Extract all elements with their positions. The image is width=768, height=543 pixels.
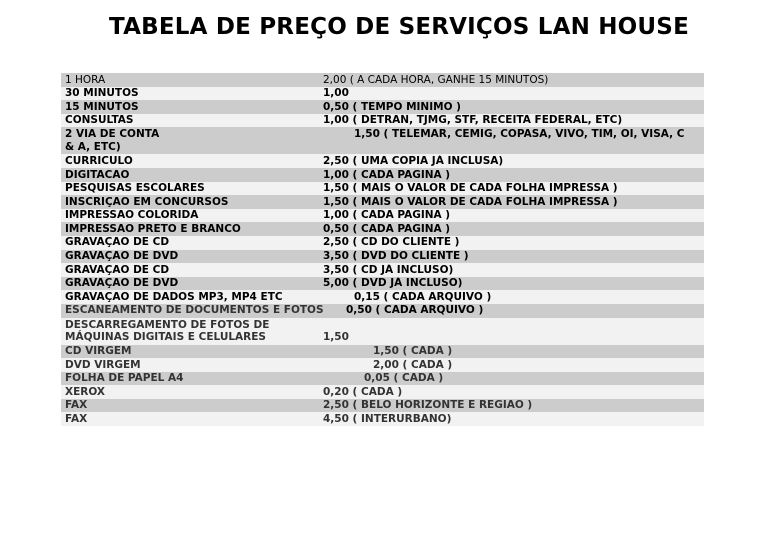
price-table [61,73,704,426]
price-cell: 2,50 ( BELO HORIZONTE E REGIAO ) [323,399,533,412]
table-row [61,318,704,345]
price-cell: 3,50 ( CD JÁ INCLUSO) [323,263,454,276]
price-cell [323,127,704,141]
table-row [61,87,704,101]
table-row [61,168,704,182]
service-cell: GRAVAÇAO DE DVD [65,250,179,263]
service-cell: CURRICULO [65,154,133,167]
price-text: 1,50 ( CADA ) [373,345,453,358]
price-cell: 3,50 ( DVD DO CLIENTE ) [323,250,469,263]
price-cell: 1,00 ( DETRAN, TJMG, STF, RECEITA FEDERAL, ETC) [323,114,623,127]
table-row [61,277,704,291]
price-text: 1,50 [323,331,349,343]
table-row [61,222,704,236]
price-cell [323,359,704,372]
service-cell: INSCRIÇAO EM CONCURSOS [65,195,229,208]
table-row [61,114,704,128]
price-text: 0,15 ( CADA ARQUIVO ) [354,290,492,303]
price-cell: 5,00 ( DVD JÁ INCLUSO) [323,277,463,290]
table-row [61,385,704,399]
price-cell: 1,00 [323,87,349,100]
service-cell: PESQUISAS ESCOLARES [65,182,205,195]
table-row [61,127,704,154]
service-cell [61,127,323,153]
price-cell [323,291,704,304]
service-line-2: MÁQUINAS DIGITAIS E CELULARES [65,331,266,343]
service-cell: DVD VIRGEM [65,358,141,371]
price-cell [323,372,704,385]
service-cell: GRAVAÇAO DE DADOS MP3, MP4 ETC [65,290,283,303]
table-row [61,263,704,277]
price-cell: 1,50 ( MAIS O VALOR DE CADA FOLHA IMPRESSA ) [323,195,618,208]
table-row [61,372,704,386]
price-cell: 1,00 ( CADA PAGINA ) [323,209,451,222]
table-row [61,358,704,372]
table-row [61,345,704,359]
table-row [61,399,704,413]
price-cell: 1,00 ( CADA PAGINA ) [323,168,451,181]
table-row [61,73,704,87]
price-cell: 0,50 ( CADA PAGINA ) [323,222,451,235]
price-cell: 2,00 ( A CADA HORA, GANHE 15 MINUTOS) [323,73,549,86]
price-cell [323,318,704,344]
service-cell: DIGITACAO [65,168,130,181]
price-text: 0,50 ( CADA ARQUIVO ) [346,304,484,317]
service-cell: GRAVAÇAO DE CD [65,236,170,249]
service-cell: IMPRESSAO COLORIDA [65,209,199,222]
price-cell: 0,20 ( CADA ) [323,385,403,398]
service-cell: GRAVAÇAO DE DVD [65,277,179,290]
page-title: TABELA DE PREÇO DE SERVIÇOS LAN HOUSE [109,14,689,40]
service-line-1: 2 VIA DE CONTA [65,128,160,141]
price-cell: 4,50 ( INTERURBANO) [323,413,452,426]
table-row [61,236,704,250]
price-cell: 1,50 ( MAIS O VALOR DE CADA FOLHA IMPRESSA ) [323,182,618,195]
service-cell: FAX [65,413,88,426]
service-cell: 30 MINUTOS [65,87,139,100]
price-cell [323,345,704,358]
table-row [61,154,704,168]
price-cell: 2,50 ( CD DO CLIENTE ) [323,236,460,249]
service-cell: FOLHA DE PAPEL A4 [65,372,184,385]
service-cell: CONSULTAS [65,114,134,127]
price-text: 2,00 ( CADA ) [373,358,453,371]
table-row [61,412,704,426]
service-cell: 15 MINUTOS [65,100,139,113]
service-cell: IMPRESSAO PRETO E BRANCO [65,222,241,235]
service-cell: ESCANEAMENTO DE DOCUMENTOS E FOTOS [65,304,324,317]
table-row [61,304,704,318]
service-cell: GRAVAÇAO DE CD [65,263,170,276]
service-cell: XEROX [65,385,106,398]
service-cell: CD VIRGEM [65,345,132,358]
table-row [61,195,704,209]
service-line-1: DESCARREGAMENTO DE FOTOS DE [65,318,270,331]
service-cell: 1 HORA [65,73,106,86]
table-row [61,250,704,264]
price-text: 1,50 ( TELEMAR, CEMIG, COPASA, VIVO, TIM, OI, VISA, C [354,128,685,141]
price-text: 0,05 ( CADA ) [364,372,444,385]
service-cell [61,318,323,344]
table-row [61,100,704,114]
service-cell: FAX [65,399,88,412]
price-cell [323,304,704,317]
table-row [61,209,704,223]
table-row [61,182,704,196]
service-line-2: & A, ETC) [65,140,121,153]
table-row [61,290,704,304]
price-cell: 2,50 ( UMA COPIA JÁ INCLUSA) [323,154,504,167]
price-cell: 0,50 ( TEMPO MINIMO ) [323,100,461,113]
